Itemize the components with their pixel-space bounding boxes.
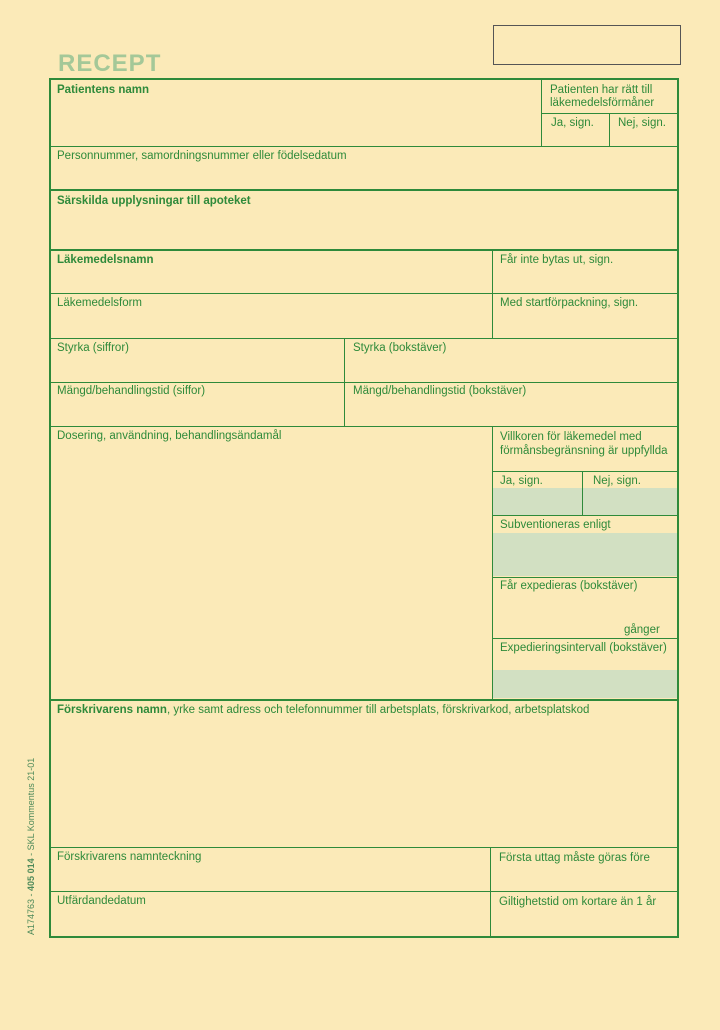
dispensed-label: Får expedieras (bokstäver) bbox=[500, 580, 638, 592]
divider bbox=[609, 113, 610, 146]
section-divider bbox=[51, 189, 677, 191]
section-divider bbox=[51, 249, 677, 251]
prescriber-name-label bbox=[57, 703, 589, 717]
benefits-no-label: Nej, sign. bbox=[618, 117, 666, 129]
divider bbox=[492, 251, 493, 338]
benefits-yes-label: Ja, sign. bbox=[551, 117, 594, 129]
issue-date-label: Utfärdandedatum bbox=[57, 895, 146, 907]
divider bbox=[492, 515, 677, 516]
drug-form-field[interactable] bbox=[51, 310, 491, 337]
interval-label: Expedieringsintervall (bokstäver) bbox=[500, 642, 667, 654]
benefits-label: Patienten har rätt till läkemedelsförmåner bbox=[550, 84, 655, 109]
amount-digits-field[interactable] bbox=[51, 398, 343, 426]
drug-form-label: Läkemedelsform bbox=[57, 297, 143, 309]
no-substitute-label: Får inte bytas ut, sign. bbox=[500, 254, 614, 266]
amount-digits-label: Mängd/behandlingstid (siffor) bbox=[57, 385, 206, 397]
first-withdrawal-label: Första uttag måste göras före bbox=[499, 852, 650, 864]
divider bbox=[51, 891, 677, 892]
validity-field[interactable] bbox=[491, 909, 677, 936]
divider bbox=[51, 146, 677, 147]
conditions-no-shade bbox=[583, 488, 677, 515]
divider bbox=[51, 426, 677, 427]
prescriber-name-field[interactable] bbox=[51, 718, 677, 846]
form-code-text bbox=[26, 758, 36, 935]
divider bbox=[51, 382, 677, 383]
strength-letters-field[interactable] bbox=[345, 355, 677, 381]
pharmacy-info-label: Särskilda upplysningar till apoteket bbox=[57, 195, 251, 207]
form-title: RECEPT bbox=[58, 50, 162, 77]
strength-digits-label: Styrka (siffror) bbox=[57, 342, 129, 354]
drug-name-label: Läkemedelsnamn bbox=[57, 254, 154, 266]
issue-date-field[interactable] bbox=[51, 908, 489, 936]
divider bbox=[492, 471, 677, 472]
start-pack-label: Med startförpackning, sign. bbox=[500, 297, 639, 309]
section-divider bbox=[51, 699, 677, 701]
interval-shade bbox=[493, 670, 677, 698]
validity-label: Giltighetstid om kortare än 1 år bbox=[499, 896, 657, 908]
drug-name-field[interactable] bbox=[51, 267, 491, 292]
first-withdrawal-field[interactable] bbox=[491, 865, 677, 891]
divider bbox=[51, 293, 677, 294]
patient-name-label: Patientens namn bbox=[57, 84, 150, 96]
divider bbox=[51, 338, 677, 339]
times-label: gånger bbox=[624, 624, 660, 636]
strength-letters-label: Styrka (bokstäver) bbox=[353, 342, 447, 354]
top-right-box[interactable] bbox=[493, 25, 681, 65]
amount-letters-label: Mängd/behandlingstid (bokstäver) bbox=[353, 385, 527, 397]
patient-name-field[interactable] bbox=[51, 98, 541, 144]
strength-digits-field[interactable] bbox=[51, 355, 343, 381]
divider bbox=[492, 577, 677, 578]
form-code-prefix: A174763 - bbox=[26, 890, 36, 935]
subsidized-shade bbox=[493, 533, 677, 576]
divider bbox=[51, 847, 677, 848]
divider bbox=[492, 638, 677, 639]
dosage-label: Dosering, användning, behandlingsändamål bbox=[57, 430, 282, 442]
conditions-label: Villkoren för läkemedel med förmånsbegränsning är uppfyllda bbox=[500, 431, 668, 457]
conditions-yes-label: Ja, sign. bbox=[500, 475, 543, 487]
pharmacy-info-field[interactable] bbox=[51, 208, 677, 248]
conditions-no-label: Nej, sign. bbox=[593, 475, 641, 487]
conditions-yes-shade bbox=[493, 488, 582, 515]
prescriber-name-rest: , yrke samt adress och telefonnummer till arbetsplats, förskrivarkod, arbetsplatskod bbox=[166, 704, 590, 716]
personnummer-field[interactable] bbox=[51, 163, 677, 188]
form-code-suffix: - SKL Kommentus 21-01 bbox=[26, 757, 36, 859]
amount-letters-field[interactable] bbox=[345, 398, 677, 426]
signature-label: Förskrivarens namnteckning bbox=[57, 851, 202, 863]
subsidized-label: Subventioneras enligt bbox=[500, 519, 611, 531]
dosage-field[interactable] bbox=[51, 444, 491, 698]
prescriber-name-bold: Förskrivarens namn bbox=[57, 704, 167, 716]
signature-field[interactable] bbox=[51, 864, 489, 891]
form-code-bold: 405 014 bbox=[26, 858, 36, 891]
personnummer-label: Personnummer, samordningsnummer eller födelsedatum bbox=[57, 150, 347, 162]
